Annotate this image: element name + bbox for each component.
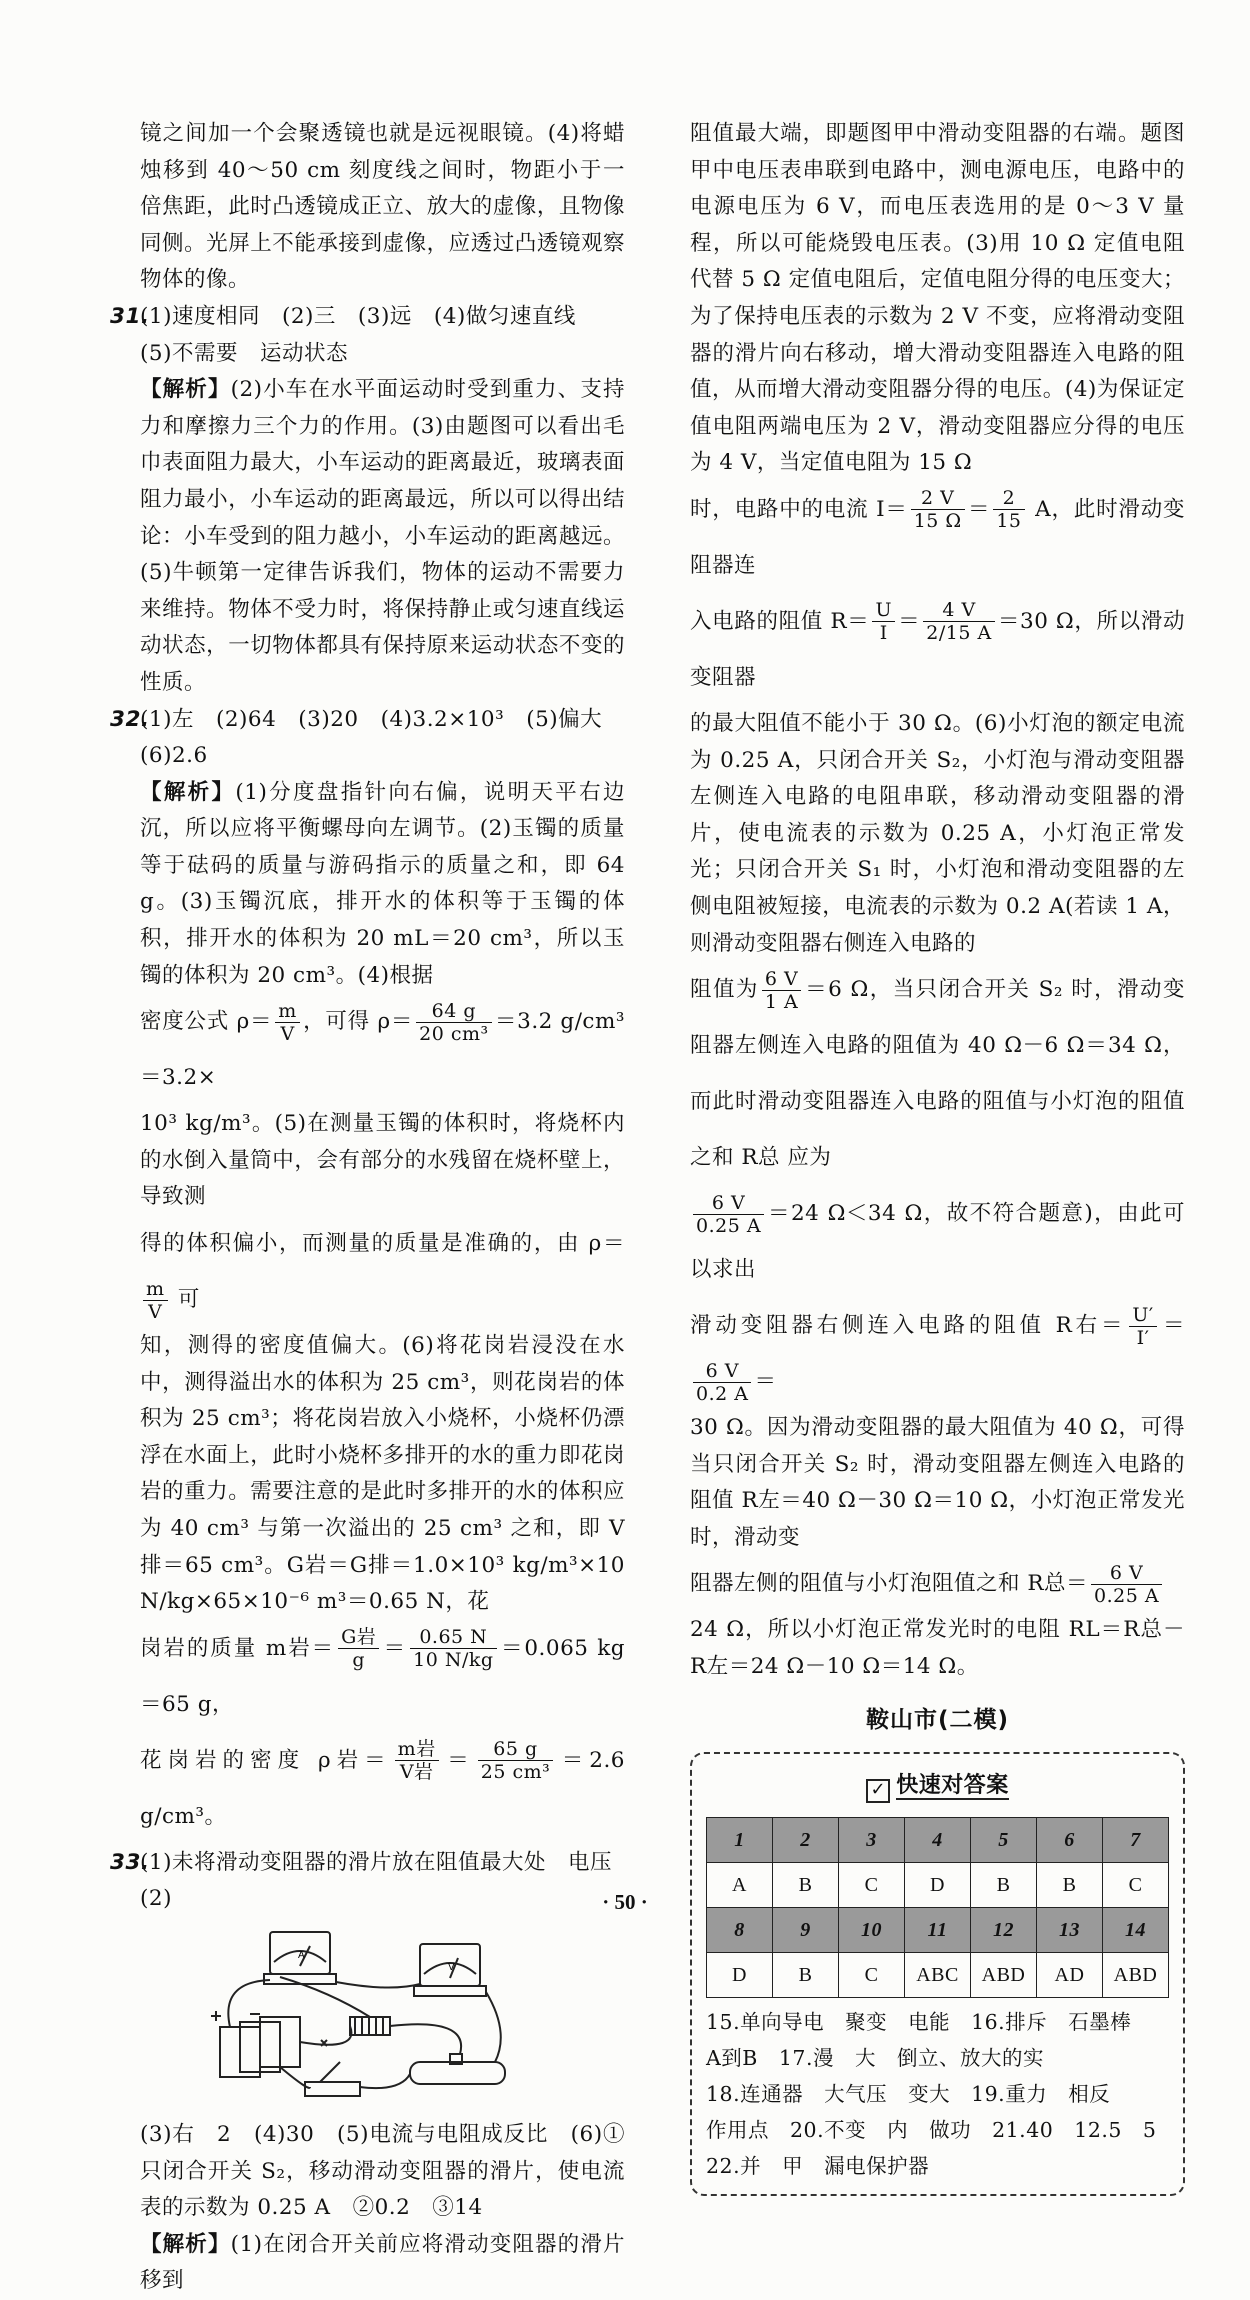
formula-line: 花岗岩的密度 ρ岩＝ $\frac{\text{m岩}}{\text{V岩}}$ ＝ $\frac{65 g}{\text{25 cm³}}$ ＝2.6 g/cm³。: [140, 1738, 625, 1829]
answer-box-title: ✓ 快速对答案: [706, 1768, 1169, 1805]
section-title: 鞍山市(二模): [865, 1706, 1010, 1733]
q33-answer: 33.(1)未将滑动变阻器的滑片放在阻值最大处 电压: [140, 1845, 625, 1882]
formula-line: 阻值为 $\frac{6 V}{1 A}$ ＝6 Ω，当只闭合开关 S₂ 时，滑动变阻器左侧连入电路的阻值为 40 Ω－6 Ω＝34 Ω，而此时滑动变阻器连入电路的阻值与小灯泡的阻值之和 R总 应为: [690, 967, 1185, 1171]
page-number: · 50 ·: [602, 1890, 648, 1914]
analysis-label: 【解析】: [140, 779, 236, 805]
switch-base: [305, 2082, 360, 2096]
voltmeter-base: [414, 1986, 486, 1996]
fill-line: 15.单向导电 聚变 电能 16.排斥 石墨棒: [706, 2009, 1132, 2034]
fill-line: 作用点 20.不变 内 做功 21.40 12.5 5: [706, 2117, 1157, 2142]
check-icon: ✓: [866, 1779, 890, 1803]
paragraph: 的最大阻值不能小于 30 Ω。(6)小灯泡的额定电流为 0.25 A，只闭合开关 S₂，小灯泡与滑动变阻器左侧连入电路的电阻串联，移动滑动变阻器的滑片，使电流表的示数为 0.25 A，小灯泡正常发光；只闭合开关 S₁ 时，小灯泡和滑动变阻器的左侧电阻被短接，电流表的示数为 0.2 A(若读 1 A，则滑动变阻器右侧连入电路的: [690, 710, 1185, 956]
table-row: 1 2 3 4 5 6 7: [707, 1817, 1169, 1862]
q32-analysis: 【解析】(1)分度盘指针向右偏，说明天平右边沉，所以应将平衡螺母向左调节。(2)玉镯的质量等于砝码的质量与游码指示的质量之和，即 64 g。(3)玉镯沉底，排开水的体积等于玉镯的体积，排开水的体积为 20 mL＝20 cm³，所以玉镯的体积为 20 cm³。(4)根据: [140, 779, 625, 988]
left-column: [110, 116, 625, 2300]
fraction: $\frac{U'}{I'}$: [1129, 1304, 1156, 1349]
paragraph: 24 Ω，所以小灯泡正常发光时的电阻 RL＝R总－R左＝24 Ω－10 Ω＝14 Ω。: [690, 1617, 1185, 1680]
right-column: [690, 116, 1185, 2196]
fraction: $\frac{U}{I}$: [872, 599, 895, 644]
fraction: $\frac{64 g}{\text{20 cm³}}$: [416, 1000, 492, 1045]
q33-analysis: 【解析】(1)在闭合开关前应将滑动变阻器的滑片移到: [140, 2231, 625, 2294]
q31-analysis: 【解析】(2)小车在水平面运动时受到重力、支持力和摩擦力三个力的作用。(3)由题图可以看出毛巾表面阻力最大，小车运动的距离最近，玻璃表面阻力最小，小车运动的距离最远，所以可以得出结论：小车受到的阻力越小，小车运动的距离越远。(5)牛顿第一定律告诉我们，物体的运动不需要力来维持。物体不受力时，将保持静止或匀速直线运动状态，一切物体都具有保持原来运动状态不变的性质。: [140, 377, 625, 695]
table-row: A B C D B B C: [707, 1862, 1169, 1907]
fill-line: 22.并 甲 漏电保护器: [706, 2153, 930, 2178]
q32-answer-line2: (6)2.6: [140, 743, 208, 769]
fraction: $\frac{2 V}{15 \Omega}$: [911, 487, 965, 532]
fraction: $\frac{m}{V}$: [275, 1000, 300, 1045]
fraction: $\frac{2}{15}$: [993, 487, 1024, 532]
analysis-label: 【解析】: [140, 2231, 231, 2257]
fraction: $\frac{4 V}{2/15 A}$: [923, 599, 994, 644]
formula-line: 滑动变阻器右侧连入电路的阻值 R右＝ $\frac{U'}{I'}$ ＝ $\frac{6 V}{0.2 A}$ ＝: [690, 1303, 1185, 1405]
fraction: $\frac{6 V}{0.25 A}$: [1091, 1562, 1162, 1607]
q33-answer-line2: (2): [140, 1886, 172, 1912]
paragraph: 阻值最大端，即题图甲中滑动变阻器的右端。题图甲中电压表串联到电路中，测电源电压，电路中的电源电压为 6 V，而电压表选用的是 0～3 V 量程，所以可能烧毁电压表。(3)用 10 Ω 定值电阻代替 5 Ω 定值电阻后，定值电阻分得的电压变大；为了保持电压表的示数为 2 V 不变，应将滑动变阻器的滑片向右移动，增大滑动变阻器连入电路的阻值，从而增大滑动变阻器分得的电压。(4)为保证定值电阻两端电压为 2 V，滑动变阻器应分得的电压为 4 V，当定值电阻为 15 Ω: [690, 121, 1185, 476]
fraction: $\frac{6 V}{1 A}$: [762, 968, 801, 1013]
rheostat: [410, 2062, 505, 2084]
formula-line: 得的体积偏小，而测量的质量是准确的，由 ρ＝ $\frac{m}{V}$ 可: [140, 1231, 625, 1323]
question-number: 31.: [110, 303, 150, 329]
fill-in-answers: [706, 2004, 1169, 2184]
table-row: D B C ABC ABD AD ABD: [707, 1952, 1169, 1997]
paragraph: 知，测得的密度值偏大。(6)将花岗岩浸没在水中，测得溢出水的体积为 25 cm³，则花岗岩的体积为 25 cm³；将花岗岩放入小烧杯，小烧杯仍漂浮在水面上，此时小烧杯多排开的水的重力即花岗岩的重力。需要注意的是此时多排开的水的体积应为 40 cm³ 与第一次溢出的 25 cm³ 之和，即 V排＝65 cm³。G岩＝G排＝1.0×10³ kg/m³×10 N/kg×65×10⁻⁶ m³＝0.65 N，花: [140, 1333, 625, 1615]
svg-text:V: V: [448, 1961, 456, 1973]
formula-line: 密度公式 ρ＝ $\frac{m}{V}$ ，可得 ρ＝ $\frac{64 g}{\text{20 cm³}}$ ＝3.2 g/cm³＝3.2×: [140, 999, 625, 1091]
paragraph: 30 Ω。因为滑动变阻器的最大阻值为 40 Ω，可得当只闭合开关 S₂ 时，滑动变阻器左侧连入电路的阻值 R左＝40 Ω－30 Ω＝10 Ω，小灯泡正常发光时，滑动变: [690, 1415, 1185, 1550]
question-number: 32.: [110, 706, 150, 732]
paragraph: 10³ kg/m³。(5)在测量玉镯的体积时，将烧杯内的水倒入量筒中，会有部分的水残留在烧杯壁上，导致测: [140, 1111, 625, 1210]
fraction: $\frac{\text{G岩}}{g}$: [338, 1626, 379, 1671]
q31-answer: 31.(1)速度相同 (2)三 (3)远 (4)做匀速直线: [140, 299, 625, 336]
fill-line: 18.连通器 大气压 变大 19.重力 相反: [706, 2081, 1111, 2106]
table-row: 8 9 10 11 12 13 14: [707, 1907, 1169, 1952]
q31-answer-line2: (5)不需要 运动状态: [140, 340, 348, 366]
circuit-diagram: [140, 1922, 625, 2107]
fraction: $\frac{m}{V}$: [143, 1278, 168, 1323]
fraction: $\frac{0.65 N}{10 N/kg}$: [410, 1626, 496, 1671]
quick-answer-box: [690, 1752, 1185, 2196]
question-number: 33.: [110, 1849, 150, 1875]
q32-answer: 32.(1)左 (2)64 (3)20 (4)3.2×10³ (5)偏大: [140, 702, 625, 739]
fraction: $\frac{6 V}{0.2 A}$: [693, 1360, 751, 1405]
formula-line: 岗岩的质量 m岩＝ $\frac{\text{G岩}}{g}$ ＝ $\frac{0.65 N}{10 N/kg}$ ＝0.065 kg＝65 g，: [140, 1626, 625, 1717]
svg-text:A: A: [298, 1949, 306, 1961]
formula-line: $\frac{6 V}{0.25 A}$ ＝24 Ω＜34 Ω，故不符合题意)，由此可以求出: [690, 1191, 1185, 1283]
fill-line: A到B 17.漫 大 倒立、放大的实: [706, 2045, 1044, 2070]
circuit-svg: [210, 1922, 540, 2107]
fraction: $\frac{6 V}{0.25 A}$: [693, 1192, 764, 1237]
formula-line: 入电路的阻值 R＝ $\frac{U}{I}$ ＝ $\frac{4 V}{2/15 A}$ ＝30 Ω，所以滑动变阻器: [690, 599, 1185, 690]
formula-line: 阻器左侧的阻值与小灯泡阻值之和 R总＝ $\frac{6 V}{0.25 A}$: [690, 1556, 1185, 1612]
fraction: $\frac{65 g}{\text{25 cm³}}$: [478, 1738, 554, 1783]
analysis-label: 【解析】: [140, 377, 231, 403]
q33-answer-line3: (3)右 2 (4)30 (5)电流与电阻成反比 (6)①只闭合开关 S₂，移动滑动变阻器的滑片，使电流表的示数为 0.25 A ②0.2 ③14: [140, 2121, 625, 2221]
paragraph: 镜之间加一个会聚透镜也就是远视眼镜。(4)将蜡烛移到 40～50 cm 刻度线之间时，物距小于一倍焦距，此时凸透镜成正立、放大的虚像，且物像同侧。光屏上不能承接到虚像，应透过凸透镜观察物体的像。: [140, 121, 625, 293]
formula-line: 时，电路中的电流 I＝ $\frac{2 V}{15 \Omega}$ ＝ $\frac{2}{15}$ A，此时滑动变阻器连: [690, 487, 1185, 578]
fraction: $\frac{\text{m岩}}{\text{V岩}}$: [395, 1738, 439, 1783]
